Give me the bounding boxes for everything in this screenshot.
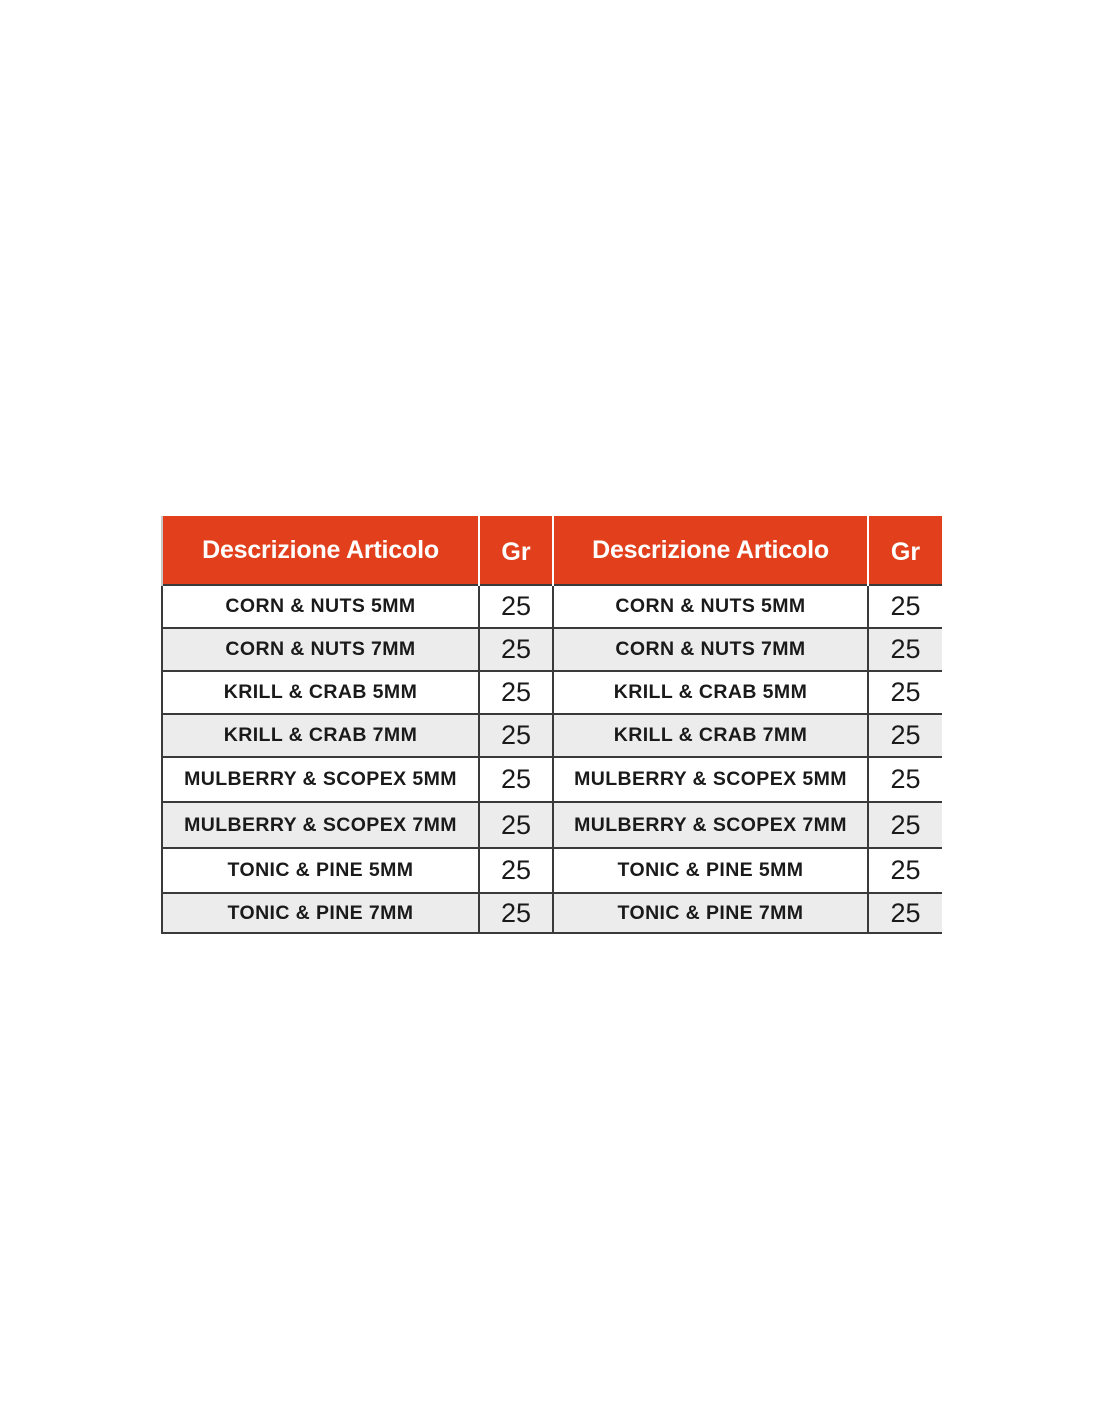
product-name: TONIC & PINE 7MM xyxy=(553,893,868,933)
product-name: TONIC & PINE 7MM xyxy=(162,893,479,933)
table-row xyxy=(162,848,942,893)
table-row xyxy=(162,671,942,714)
table-row xyxy=(162,893,942,933)
product-grams: 25 xyxy=(868,893,942,933)
product-name: KRILL & CRAB 7MM xyxy=(162,714,479,757)
product-name: KRILL & CRAB 7MM xyxy=(553,714,868,757)
product-grams: 25 xyxy=(479,671,553,714)
product-name: MULBERRY & SCOPEX 5MM xyxy=(553,757,868,802)
product-name: KRILL & CRAB 5MM xyxy=(162,671,479,714)
product-grams: 25 xyxy=(479,714,553,757)
product-name: CORN & NUTS 7MM xyxy=(162,628,479,671)
product-name: CORN & NUTS 5MM xyxy=(162,585,479,628)
product-grams: 25 xyxy=(868,848,942,893)
product-name: TONIC & PINE 5MM xyxy=(553,848,868,893)
product-name: MULBERRY & SCOPEX 5MM xyxy=(162,757,479,802)
table-row xyxy=(162,802,942,848)
header-description: Descrizione Articolo xyxy=(553,516,868,585)
product-grams: 25 xyxy=(479,628,553,671)
table-header xyxy=(162,516,942,585)
product-grams: 25 xyxy=(479,893,553,933)
product-table xyxy=(161,516,942,934)
product-name: CORN & NUTS 7MM xyxy=(553,628,868,671)
product-grams: 25 xyxy=(868,628,942,671)
table-row xyxy=(162,757,942,802)
product-grams: 25 xyxy=(479,848,553,893)
header-grams: Gr xyxy=(479,516,553,585)
product-grams: 25 xyxy=(868,714,942,757)
table-body xyxy=(162,585,942,933)
header-grams: Gr xyxy=(868,516,942,585)
product-name: MULBERRY & SCOPEX 7MM xyxy=(162,802,479,848)
product-grams: 25 xyxy=(868,802,942,848)
product-name: KRILL & CRAB 5MM xyxy=(553,671,868,714)
table-row xyxy=(162,714,942,757)
product-grams: 25 xyxy=(479,757,553,802)
product-grams: 25 xyxy=(868,585,942,628)
product-grams: 25 xyxy=(868,671,942,714)
table-row xyxy=(162,628,942,671)
product-grams: 25 xyxy=(479,585,553,628)
header-description: Descrizione Articolo xyxy=(162,516,479,585)
product-grams: 25 xyxy=(479,802,553,848)
header-row xyxy=(162,516,942,585)
product-name: CORN & NUTS 5MM xyxy=(553,585,868,628)
product-name: MULBERRY & SCOPEX 7MM xyxy=(553,802,868,848)
product-grams: 25 xyxy=(868,757,942,802)
product-name: TONIC & PINE 5MM xyxy=(162,848,479,893)
table-row xyxy=(162,585,942,628)
